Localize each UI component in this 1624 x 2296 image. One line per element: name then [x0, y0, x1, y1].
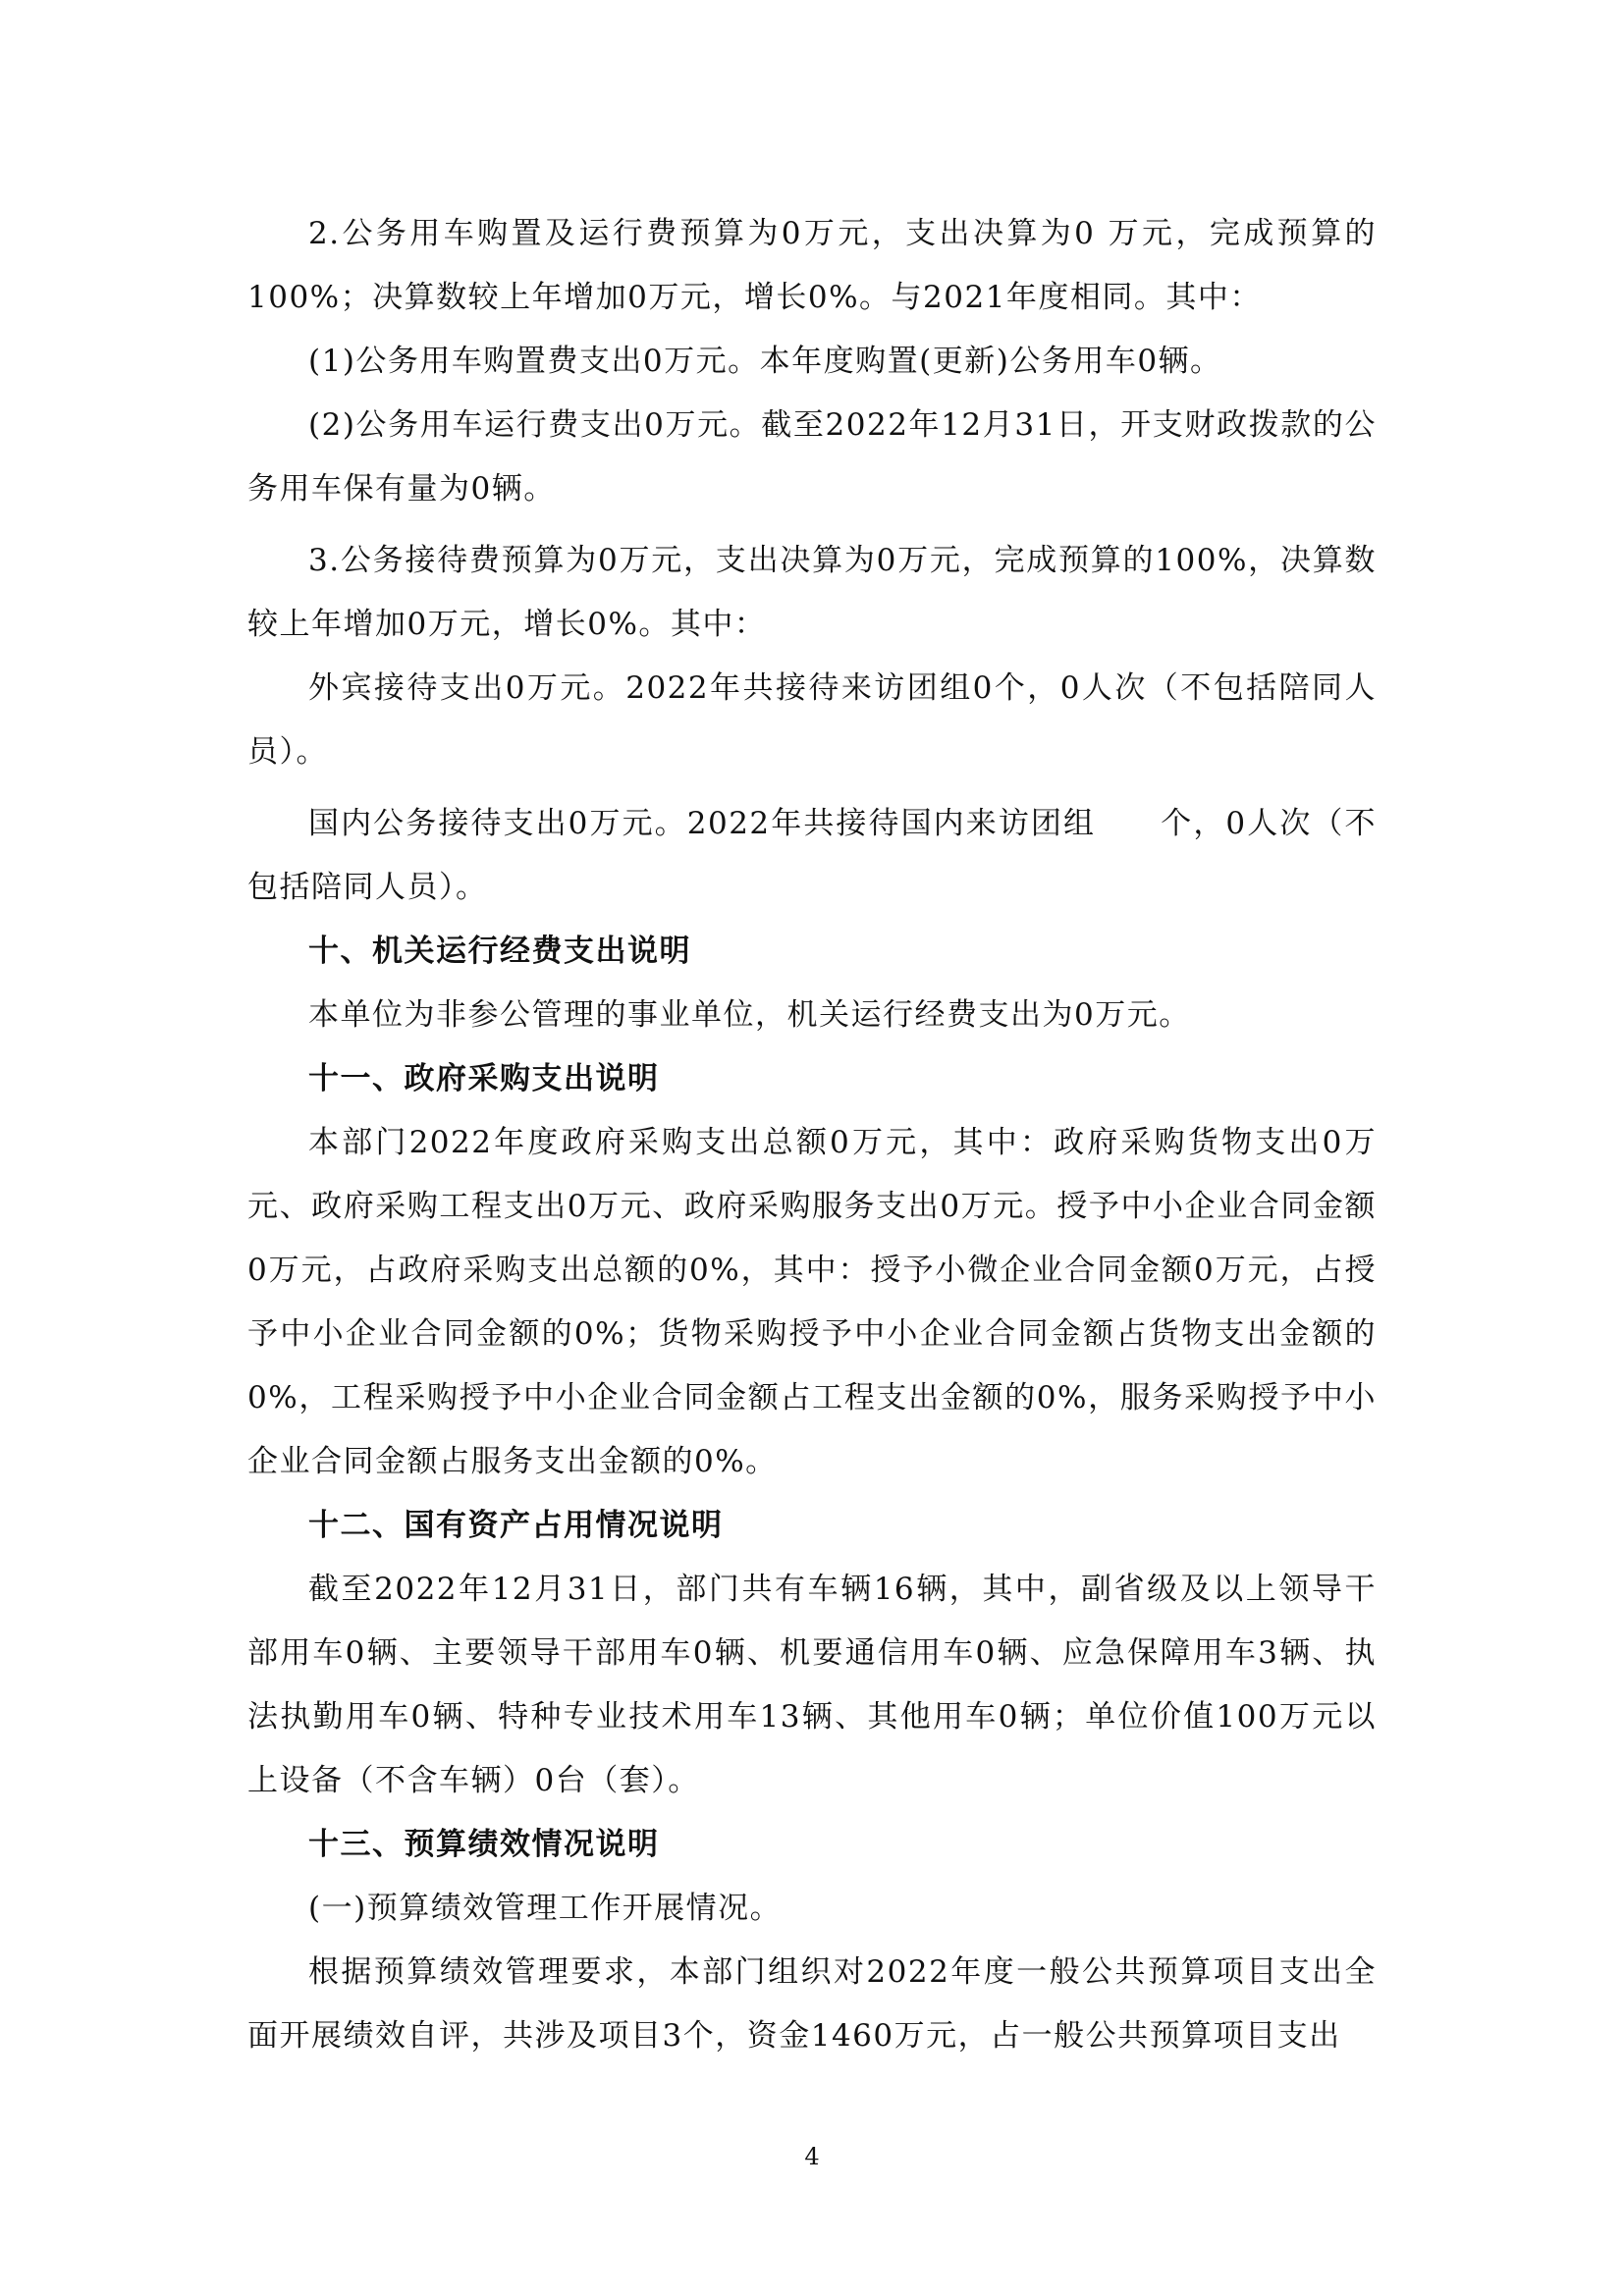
- heading-section-10: 十、机关运行经费支出说明: [308, 934, 691, 969]
- para-reception-budget: 3.公务接待费预算为0万元，支出决算为0万元，完成预算的100%，决算数较上年增加0万元，增长0%。其中：: [247, 543, 1377, 642]
- heading-section-13: 十三、预算绩效情况说明: [308, 1827, 660, 1862]
- para-operating-expenses: 本单位为非参公管理的事业单位，机关运行经费支出为0万元。: [308, 997, 1191, 1033]
- para-foreign-reception: 外宾接待支出0万元。2022年共接待来访团组0个，0人次（不包括陪同人员）。: [247, 670, 1377, 770]
- heading-section-11: 十一、政府采购支出说明: [308, 1061, 660, 1096]
- para-state-assets: 截至2022年12月31日，部门共有车辆16辆，其中，副省级及以上领导干部用车0辆、主要领导干部用车0辆、机要通信用车0辆、应急保障用车3辆、执法执勤用车0辆、特种专业技术用车13辆、其他用车0辆；单位价值100万元以上设备（不含车辆）0台（套）。: [247, 1572, 1377, 1798]
- document-body: [247, 202, 1377, 2068]
- para-vehicle-operation: (2)公务用车运行费支出0万元。截至2022年12月31日，开支财政拨款的公务用车保有量为0辆。: [247, 407, 1377, 507]
- heading-section-12: 十二、国有资产占用情况说明: [308, 1508, 724, 1543]
- para-performance-subheading: (一)预算绩效管理工作开展情况。: [308, 1891, 783, 1926]
- page-number: 4: [804, 2143, 820, 2170]
- para-procurement: 本部门2022年度政府采购支出总额0万元，其中：政府采购货物支出0万元、政府采购工程支出0万元、政府采购服务支出0万元。授予中小企业合同金额0万元，占政府采购支出总额的0%，其中：授予小微企业合同金额0万元，占授予中小企业合同金额的0%；货物采购授予中小企业合同金额占货物支出金额的0%，工程采购授予中小企业合同金额占工程支出金额的0%，服务采购授予中小企业合同金额占服务支出金额的0%。: [247, 1125, 1377, 1479]
- para-performance-evaluation: 根据预算绩效管理要求，本部门组织对2022年度一般公共预算项目支出全面开展绩效自评，共涉及项目3个，资金1460万元，占一般公共预算项目支出: [247, 1954, 1377, 2054]
- para-vehicle-purchase: (1)公务用车购置费支出0万元。本年度购置(更新)公务用车0辆。: [308, 344, 1222, 379]
- para-domestic-reception: 国内公务接待支出0万元。2022年共接待国内来访团组 个，0人次（不包括陪同人员）。: [247, 806, 1377, 905]
- para-vehicle-budget: 2.公务用车购置及运行费预算为0万元，支出决算为0 万元，完成预算的100%；决算数较上年增加0万元，增长0%。与2021年度相同。其中：: [247, 216, 1377, 315]
